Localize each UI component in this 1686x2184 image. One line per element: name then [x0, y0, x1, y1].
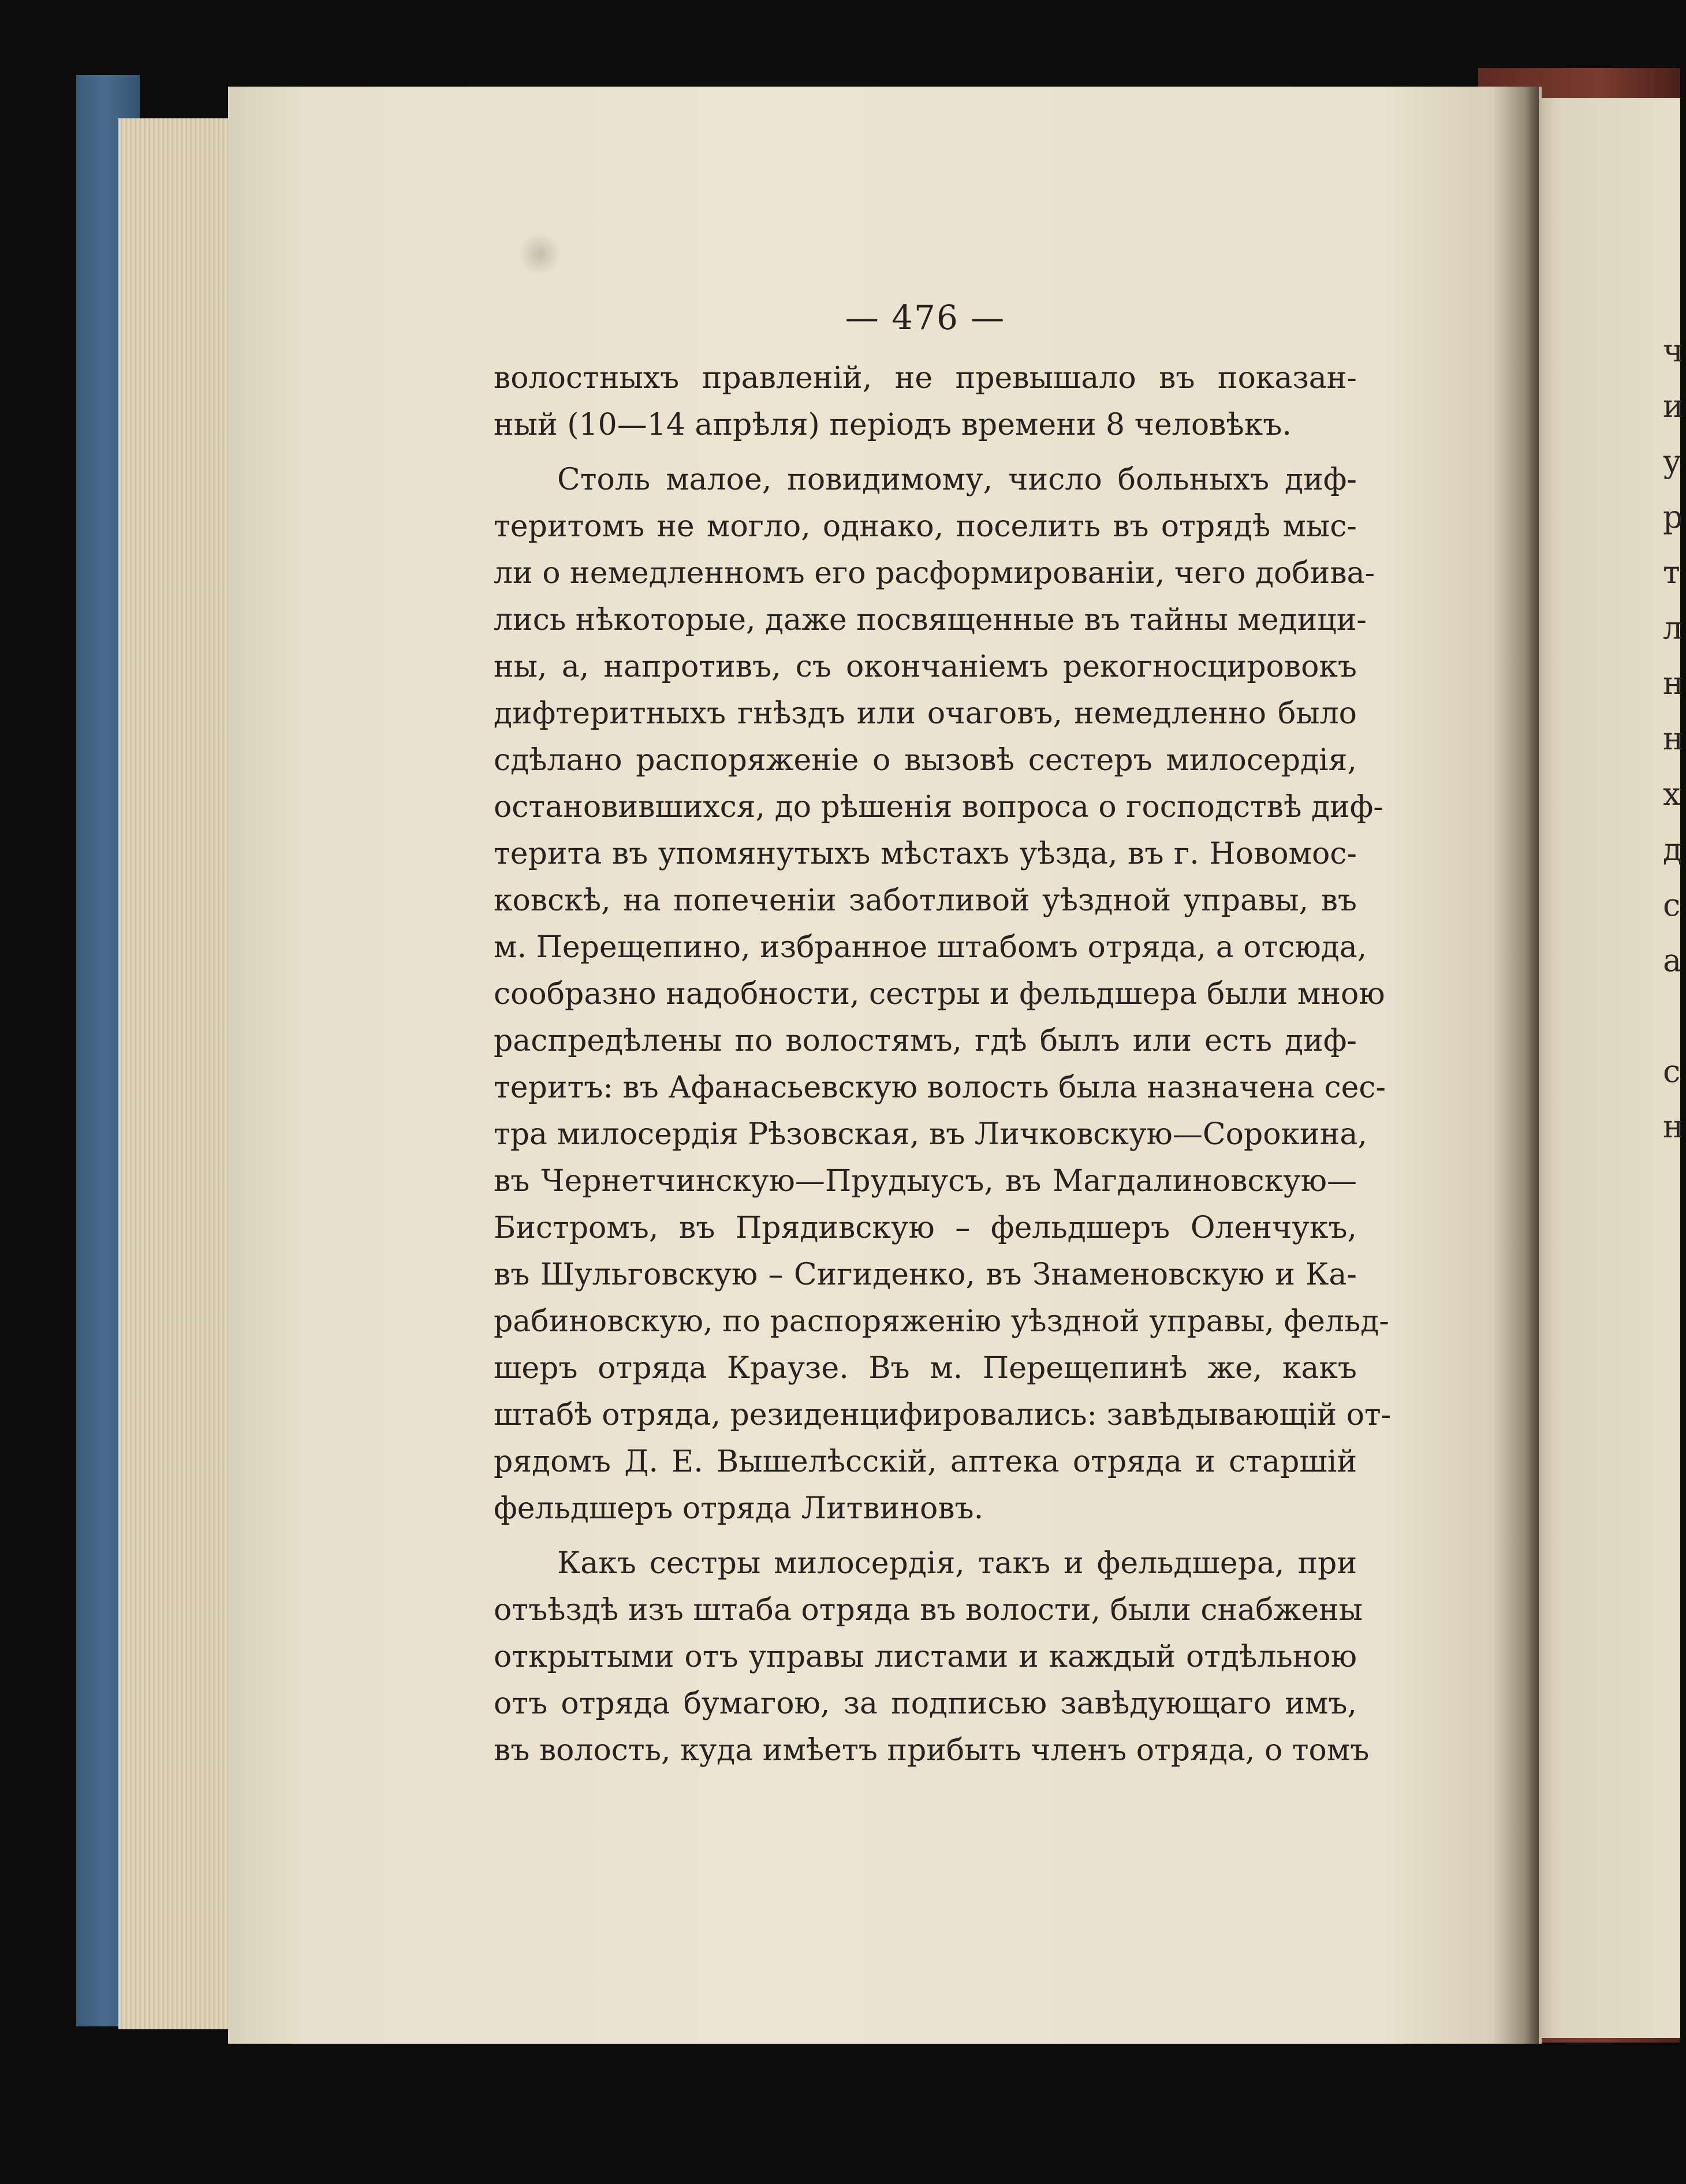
- text-line: сообразно надобности, сестры и фельдшера были мною: [494, 977, 1385, 1011]
- page-text: [494, 294, 1392, 1782]
- paragraph: [494, 457, 1392, 1532]
- text-line: распредѣлены по волостямъ, гдѣ былъ или есть диф-: [494, 1024, 1357, 1058]
- text-line: остановившихся, до рѣшенія вопроса о господствѣ диф-: [494, 790, 1383, 824]
- text-line: открытыми отъ управы листами и каждый отдѣльною: [494, 1640, 1357, 1674]
- text-line: ли о немедленномъ его расформированіи, чего добива-: [494, 556, 1375, 591]
- text-line: шеръ отряда Краузе. Въ м. Перещепинѣ же, какъ: [494, 1351, 1357, 1386]
- facing-page-fragment: д: [1663, 831, 1683, 868]
- text-line: ны, а, напротивъ, съ окончаніемъ рекогносцировокъ: [494, 649, 1357, 684]
- text-line: рядомъ Д. Е. Вышелѣсскій, аптека отряда и старшій: [494, 1444, 1357, 1479]
- facing-page: [1530, 98, 1680, 2038]
- paragraphs: [494, 355, 1392, 1774]
- text-line: Какъ сестры милосердія, такъ и фельдшера, при: [557, 1546, 1357, 1581]
- paragraph: [494, 355, 1357, 449]
- text-line: ный (10—14 апрѣля) періодъ времени 8 человѣкъ.: [494, 408, 1292, 442]
- text-line: теритомъ не могло, однако, поселить въ отрядѣ мыс-: [494, 509, 1357, 544]
- facing-page-fragment: н: [1663, 1108, 1684, 1145]
- paragraph: [494, 1540, 1370, 1774]
- facing-page-fragment: с: [1663, 1053, 1681, 1089]
- facing-page-fragment: [1663, 988, 1686, 1044]
- facing-page-fragment: и: [1663, 388, 1684, 424]
- text-line: тра милосердія Рѣзовская, въ Личковскую—Сорокина,: [494, 1117, 1367, 1152]
- text-line: рабиновскую, по распоряженію уѣздной управы, фельд-: [494, 1304, 1389, 1339]
- text-line: отъѣздѣ изъ штаба отряда въ волости, были снабжены: [494, 1593, 1363, 1627]
- text-line: въ волость, куда имѣетъ прибыть членъ отряда, о томъ: [494, 1733, 1370, 1768]
- text-line: штабѣ отряда, резиденцифировались: завѣдывающій от-: [494, 1398, 1392, 1432]
- text-line: Столь малое, повидимому, число больныхъ диф-: [557, 462, 1357, 497]
- text-line: фельдшеръ отряда Литвиновъ.: [494, 1491, 984, 1526]
- facing-page-fragment: л: [1663, 610, 1683, 646]
- text-line: волостныхъ правленій, не превышало въ показан-: [494, 361, 1357, 395]
- text-line: въ Чернетчинскую—Прудыусъ, въ Магдалиновскую—: [494, 1164, 1357, 1199]
- facing-page-fragment: а: [1663, 942, 1682, 979]
- paper-stain: [520, 231, 560, 277]
- facing-page-fragment: т: [1663, 554, 1680, 591]
- text-line: терита въ упомянутыхъ мѣстахъ уѣзда, въ г. Новомос-: [494, 837, 1357, 871]
- spine-shadow: [1493, 87, 1539, 2044]
- facing-page-fragment: н: [1663, 720, 1684, 757]
- text-line: въ Шульговскую – Сигиденко, въ Знаменовскую и Ка-: [494, 1257, 1357, 1292]
- text-line: сдѣлано распоряженіе о вызовѣ сестеръ милосердія,: [494, 743, 1357, 778]
- text-line: отъ отряда бумагою, за подписью завѣдующаго имъ,: [494, 1686, 1357, 1721]
- text-line: ковскѣ, на попеченіи заботливой уѣздной управы, въ: [494, 883, 1357, 918]
- facing-page-text-fragments: [1663, 323, 1686, 1155]
- facing-page-fragment: у: [1663, 443, 1681, 480]
- facing-page-fragment: с: [1663, 887, 1681, 923]
- text-line: лись нѣкоторые, даже посвященные въ тайны медици-: [494, 603, 1367, 637]
- facing-page-fragment: р: [1663, 499, 1683, 535]
- facing-page-fragment: н: [1663, 665, 1684, 701]
- text-line: теритъ: въ Афанасьевскую волость была назначена сес-: [494, 1070, 1386, 1105]
- text-line: м. Перещепино, избранное штабомъ отряда, а отсюда,: [494, 930, 1367, 965]
- text-line: дифтеритныхъ гнѣздъ или очаговъ, немедленно было: [494, 696, 1357, 731]
- text-line: Бистромъ, въ Прядивскую – фельдшеръ Оленчукъ,: [494, 1211, 1357, 1245]
- facing-page-fragment: х: [1663, 776, 1681, 812]
- facing-page-fragment: ч: [1663, 333, 1684, 369]
- page-number: — 476 —: [845, 298, 1006, 337]
